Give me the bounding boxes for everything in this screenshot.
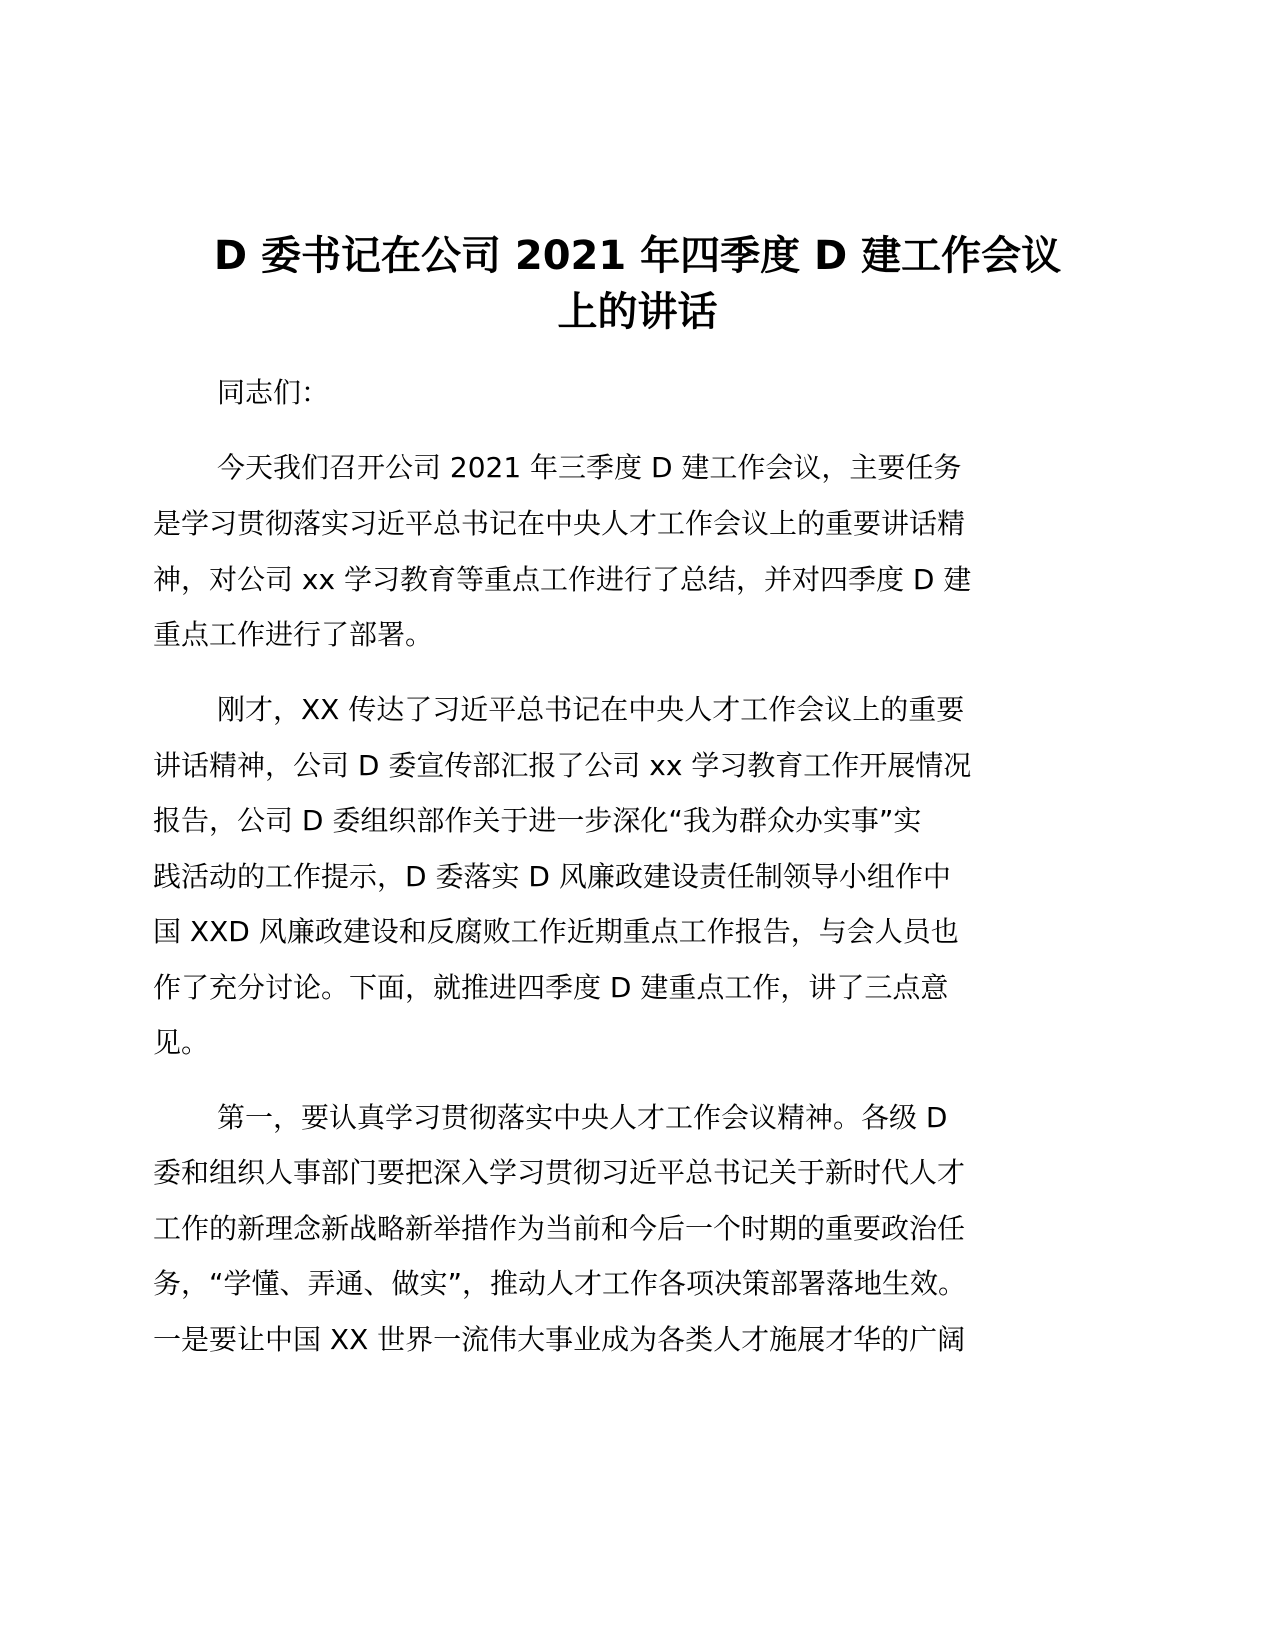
- paragraph-3-line: 委和组织人事部门要把深入学习贯彻习近平总书记关于新时代人才: [153, 1156, 966, 1189]
- paragraph-1-line: 神，对公司 xx 学习教育等重点工作进行了总结，并对四季度 D 建: [153, 563, 972, 596]
- paragraph-2-line: 刚才，XX 传达了习近平总书记在中央人才工作会议上的重要: [217, 693, 965, 726]
- paragraph-2-line: 见。: [153, 1026, 210, 1059]
- paragraph-1-line: 今天我们召开公司 2021 年三季度 D 建工作会议，主要任务: [217, 451, 962, 484]
- paragraph-3-line: 第一，要认真学习贯彻落实中央人才工作会议精神。各级 D: [217, 1101, 948, 1134]
- paragraph-3-line: 工作的新理念新战略新举措作为当前和今后一个时期的重要政治任: [153, 1212, 966, 1245]
- paragraph-1-line: 重点工作进行了部署。: [153, 618, 434, 651]
- salutation: 同志们：: [217, 376, 330, 409]
- document-title-line-2: 上的讲话: [557, 289, 718, 335]
- paragraph-2-line: 国 XXD 风廉政建设和反腐败工作近期重点工作报告，与会人员也: [153, 915, 959, 948]
- paragraph-2-line: 讲话精神，公司 D 委宣传部汇报了公司 xx 学习教育工作开展情况: [153, 749, 972, 782]
- paragraph-2-line: 践活动的工作提示，D 委落实 D 风廉政建设责任制领导小组作中: [153, 860, 951, 893]
- paragraph-3-line: 务，“学懂、弄通、做实”，推动人才工作各项决策部署落地生效。: [153, 1267, 967, 1300]
- paragraph-2-line: 报告，公司 D 委组织部作关于进一步深化“我为群众办实事”实: [153, 804, 922, 837]
- paragraph-1-line: 是学习贯彻落实习近平总书记在中央人才工作会议上的重要讲话精: [153, 507, 966, 540]
- document-title-line-1: D 委书记在公司 2021 年四季度 D 建工作会议: [213, 233, 1062, 279]
- paragraph-2-line: 作了充分讨论。下面，就推进四季度 D 建重点工作，讲了三点意: [153, 971, 949, 1004]
- paragraph-3-line: 一是要让中国 XX 世界一流伟大事业成为各类人才施展才华的广阔: [153, 1323, 966, 1356]
